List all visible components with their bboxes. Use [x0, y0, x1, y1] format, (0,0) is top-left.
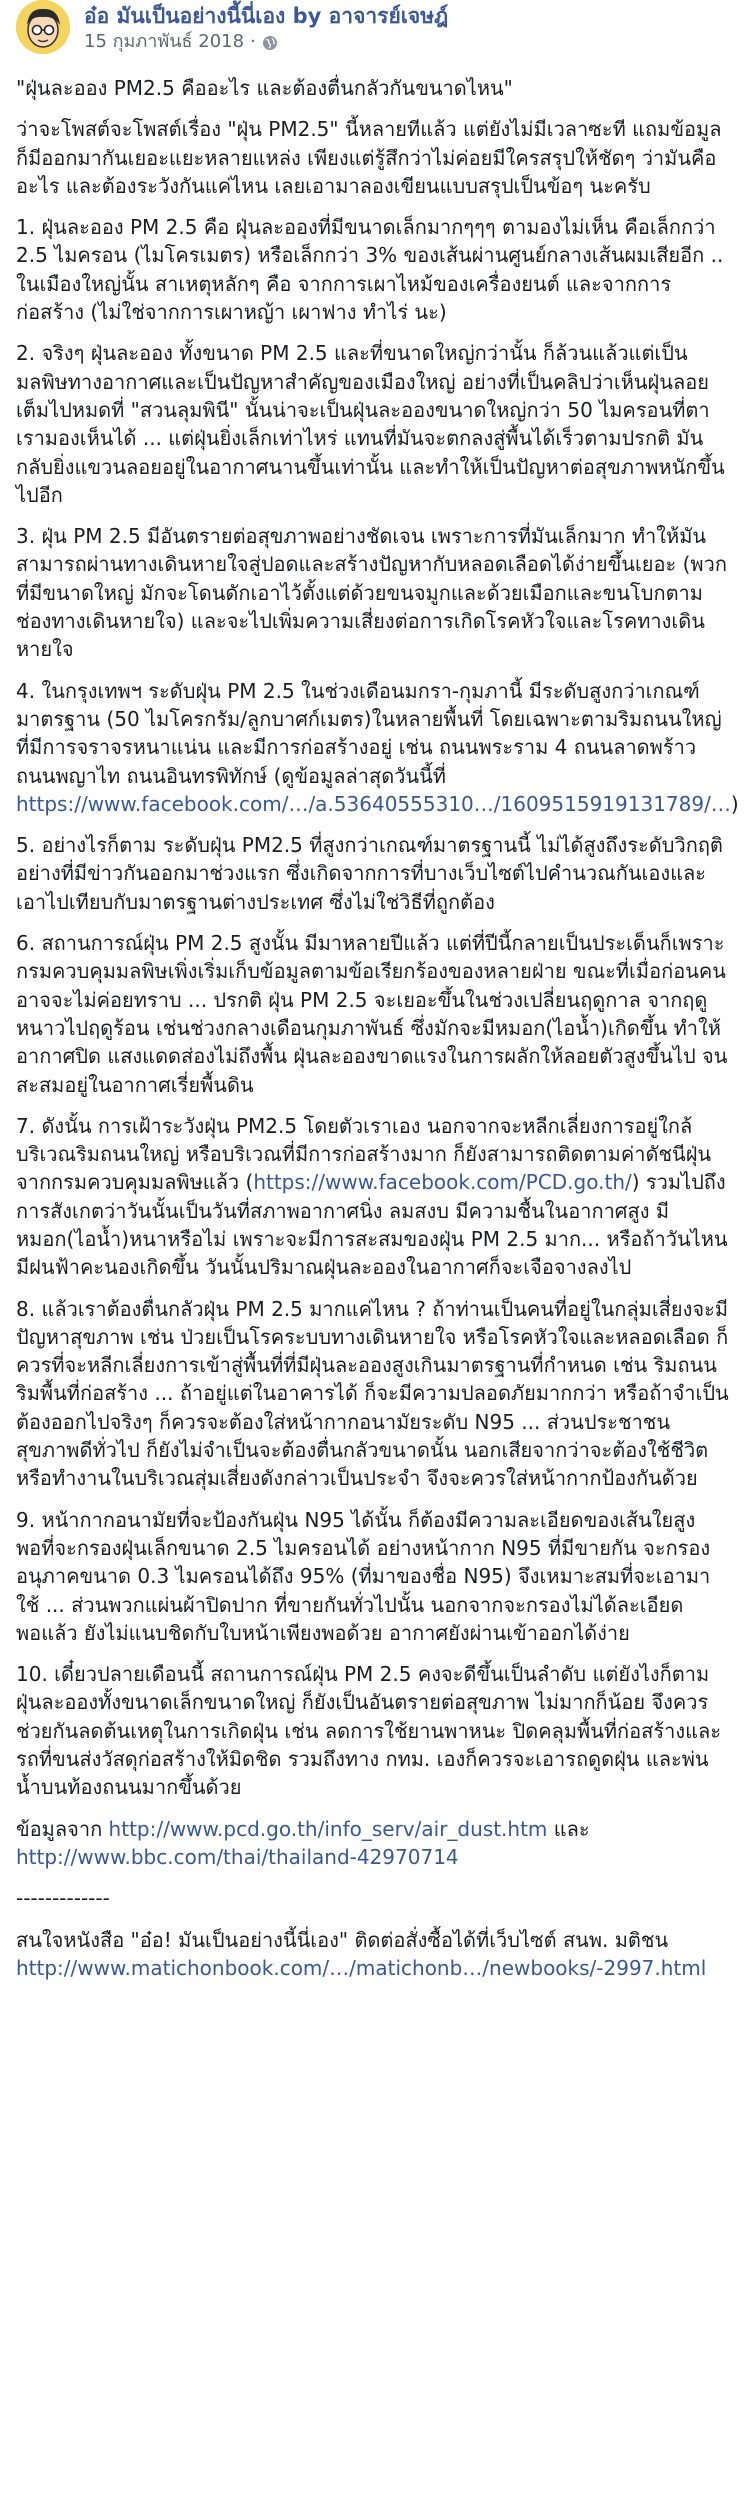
post-title: "ฝุ่นละออง PM2.5 คืออะไร และต้องตื่นกลัวกันขนาดไหน" — [16, 76, 513, 100]
avatar-cartoon-icon — [16, 0, 70, 54]
pcd-facebook-link[interactable]: https://www.facebook.com/PCD.go.th/ — [253, 1170, 632, 1195]
sources — [16, 1815, 732, 1872]
pcd-source-link[interactable]: http://www.pcd.go.th/info_serv/air_dust.htm — [108, 1816, 548, 1841]
author-name[interactable]: อ๋อ มันเป็นอย่างนี้นี่เอง by อาจารย์เจษฎ์ — [84, 4, 449, 28]
point-4-text: 4. ในกรุงเทพฯ ระดับฝุ่น PM 2.5 ในช่วงเดือนมกรา-กุมภานี้ มีระดับสูงกว่าเกณฑ์มาตรฐาน (50 ไมโครกรัม/ลูกบาศก์เมตร)ในหลายพื้นที่ โดยเฉพาะตามริมถนนใหญ่ที่มีการจราจรหนาแน่น และมีการก่อสร้างอยู่ เช่น ถนนพระราม 4 ถนนลาดพร้าว ถนนพญาไท ถนนอินทรพิทักษ์ (ดูข้อมูลล่าสุดวันนี้ที่ — [16, 678, 722, 788]
book-promo-text: สนใจหนังสือ "อ๋อ! มันเป็นอย่างนี้นี่เอง" ติดต่อสั่งซื้อได้ที่เว็บไซต์ สนพ. มติชน — [16, 1927, 669, 1952]
point-4-link[interactable]: https://www.facebook.com/…/a.53640555310…/1609515919131789/… — [16, 791, 731, 816]
post-meta — [84, 0, 448, 54]
point-9: 9. หน้ากากอนามัยที่จะป้องกันฝุ่น N95 ได้นั้น ก็ต้องมีความละเอียดของเส้นใยสูงพอที่จะกรองฝุ่นเล็กขนาด 2.5 ไมครอนได้ อย่างหน้ากาก N95 ที่มีขายกัน จะกรองอนุภาคขนาด 0.3 ไมครอนได้ถึง 95% (ที่มาของชื่อ N95) จึงเหมาะสมที่จะเอามาใช้ ... ส่วนพวกแผ่นผ้าปิดปาก ที่ขายกันทั่วไปนั้น นอกจากจะกรองไม่ได้ละเอียดพอแล้ว ยังไม่แนบชิดกับใบหน้าเพียงพอด้วย อากาศยังผ่านเข้าออกได้ง่าย — [16, 1507, 711, 1645]
point-7 — [16, 1112, 732, 1282]
point-1: 1. ฝุ่นละออง PM 2.5 คือ ฝุ่นละอองที่มีขนาดเล็กมากๆๆๆ ตามองไม่เห็น คือเล็กกว่า 2.5 ไมครอน (ไมโครเมตร) หรือเล็กกว่า 3% ของเส้นผ่านศูนย์กลางเส้นผมเสียอีก .. ในเมืองใหญ่นั้น สาเหตุหลักๆ คือ จากการเผาไหม้ของเครื่องยนต์ และจากการก่อสร้าง (ไม่ใช่จากการเผาหญ้า เผาฟาง ทำไร่ นะ) — [16, 215, 724, 325]
globe-icon — [262, 34, 278, 50]
point-7-end: ) รวมไปถึงการสังเกตว่าวันนั้นเป็นวันที่สภาพอากาศนิ่ง ลมสงบ มีความชื้นในอากาศสูง มีหมอก(ไอน้ำ)หนาหรือไม่ เพราะจะมีการสะสมของฝุ่น PM 2.5 มาก... หรือถ้าวันไหนมีฝนฟ้าคะนองเกิดขึ้น วันนั้นปริมาณฝุ่นละอองในอากาศก็จะเจือจางลงไป — [16, 1170, 728, 1280]
point-6: 6. สถานการณ์ฝุ่น PM 2.5 สูงนั้น มีมาหลายปีแล้ว แต่ที่ปีนี้กลายเป็นประเด็นก็เพราะกรมควบคุมมลพิษเพิ่งเริ่มเก็บข้อมูลตามข้อเรียกร้องของหลายฝ่าย ขณะที่เมื่อก่อนคนอาจจะไม่ค่อยทราบ ... ปรกติ ฝุ่น PM 2.5 จะเยอะขึ้นในช่วงเปลี่ยนฤดูกาล จากฤดูหนาวไปฤดูร้อน เช่นช่วงกลางเดือนกุมภาพันธ์ ซึ่งมักจะมีหมอก(ไอน้ำ)เกิดขึ้น ทำให้อากาศปิด แสงแดดส่องไม่ถึงพื้น ฝุ่นละอองขาดแรงในการผลักให้ลอยตัวสูงขึ้นไป จนสะสมอยู่ในอากาศเรี่ยพื้นดิน — [16, 931, 728, 1097]
bbc-source-link[interactable]: http://www.bbc.com/thai/thailand-42970714 — [16, 1844, 459, 1869]
point-5: 5. อย่างไรก็ตาม ระดับฝุ่น PM2.5 ที่สูงกว่าเกณฑ์มาตรฐานนี้ ไม่ได้สูงถึงระดับวิกฤติ อย่างที่มีข่าวกันออกมาช่วงแรก ซึ่งเกิดจากการที่บางเว็บไซต์ไปคำนวณกันเองและเอาไปเทียบกับมาตรฐานต่างประเทศ ซึ่งไม่ใช่วิธีที่ถูกต้อง — [16, 833, 723, 914]
book-promo — [16, 1926, 732, 1983]
source-and: และ — [547, 1816, 590, 1841]
post-header — [16, 0, 732, 74]
source-label: ข้อมูลจาก — [16, 1816, 109, 1841]
post-body — [16, 74, 739, 1982]
point-10: 10. เดี๋ยวปลายเดือนนี้ สถานการณ์ฝุ่น PM 2.5 คงจะดีขึ้นเป็นลำดับ แต่ยังไงก็ตาม ฝุ่นละอองทั้งขนาดเล็กขนาดใหญ่ ก็ยังเป็นอันตรายต่อสุขภาพ ไม่มากก็น้อย จึงควรช่วยกันลดต้นเหตุในการเกิดฝุ่น เช่น ลดการใช้ยานพาหนะ ปิดคลุมพื้นที่ก่อสร้างและรถที่ขนส่งวัสดุก่อสร้างให้มิดชิด รวมถึงทาง กทม. เองก็ควรจะเอารถดูดฝุ่น และพ่นน้ำบนท้องถนนมากขึ้นด้วย — [16, 1662, 722, 1800]
point-4-end: ) — [730, 791, 739, 816]
point-3: 3. ฝุ่น PM 2.5 มีอันตรายต่อสุขภาพอย่างชัดเจน เพราะการที่มันเล็กมาก ทำให้มันสามารถผ่านทางเดินหายใจสู่ปอดและสร้างปัญหากับหลอดเลือดได้ง่ายขึ้นเยอะ (พวกที่มีขนาดใหญ่ มักจะโดนดักเอาไว้ตั้งแต่ด้วยขนจมูกและด้วยเมือกและขนโบกตามช่องทางเดินหายใจ) และจะไปเพิ่มความเสี่ยงต่อการเกิดโรคหัวใจและโรคทางเดินหายใจ — [16, 524, 727, 662]
avatar[interactable] — [16, 0, 70, 54]
point-4 — [16, 677, 739, 818]
separator-line: ------------- — [16, 1886, 110, 1911]
post-date[interactable]: 15 กุมภาพันธ์ 2018 — [84, 31, 245, 52]
point-8: 8. แล้วเราต้องตื่นกลัวฝุ่น PM 2.5 มากแค่ไหน ? ถ้าท่านเป็นคนที่อยู่ในกลุ่มเสี่ยงจะมีปัญหาสุขภาพ เช่น ป่วยเป็นโรคระบบทางเดินหายใจ หรือโรคหัวใจและหลอดเลือด ก็ควรที่จะหลีกเลี่ยงการเข้าสู่พื้นที่ที่มีฝุ่นละอองสูงเกินมาตรฐานที่กำหนด เช่น ริมถนน ริมพื้นที่ก่อสร้าง ... ถ้าอยู่แต่ในอาคารได้ ก็จะมีความปลอดภัยมากกว่า หรือถ้าจำเป็นต้องออกไปจริงๆ ก็ควรจะต้องใส่หน้ากากอนามัยระดับ N95 ... ส่วนประชาชนสุขภาพดีทั่วไป ก็ยังไม่จำเป็นจะต้องตื่นกลัวขนาดนั้น นอกเสียจากว่าจะต้องใช้ชีวิตหรือทำงานในบริเวณสุ่มเสี่ยงดังกล่าวเป็นประจำ จึงจะควรใส่หน้ากากป้องกันด้วย — [16, 1296, 729, 1491]
post-intro: ว่าจะโพสต์จะโพสต์เรื่อง "ฝุ่น PM2.5" นี้หลายทีแล้ว แต่ยังไม่มีเวลาซะที แถมข้อมูลก็มีออกมากันเยอะแยะหลายแหล่ง เพียงแต่รู้สึกว่าไม่ค่อยมีใครสรุปให้ชัดๆ ว่ามันคืออะไร และต้องระวังกันแค่ไหน เลยเอามาลองเขียนแบบสรุปเป็นข้อๆ นะครับ — [16, 117, 722, 198]
matichon-book-link[interactable]: http://www.matichonbook.com/…/matichonb…/newbooks/-2997.html — [16, 1955, 707, 1980]
point-2: 2. จริงๆ ฝุ่นละออง ทั้งขนาด PM 2.5 และที่ขนาดใหญ่กว่านั้น ก็ล้วนแล้วแต่เป็นมลพิษทางอากาศและเป็นปัญหาสำคัญของเมืองใหญ่ อย่างที่เป็นคลิปว่าเห็นฝุ่นลอยเต็มไปหมดที่ "สวนลุมพินี" นั้นน่าจะเป็นฝุ่นละอองขนาดใหญ่กว่า 50 ไมครอนที่ตาเรามองเห็นได้ ... แต่ฝุ่นยิ่งเล็กเท่าไหร่ แทนที่มันจะตกลงสู่พื้นได้เร็วตามปรกติ มันกลับยิ่งแขวนลอยอยู่ในอากาศนานขึ้นเท่านั้น และทำให้เป็นปัญหาต่อสุขภาพหนักขึ้นไปอีก — [16, 341, 725, 507]
separator-dot: · — [250, 31, 256, 52]
point-7-text: 7. ดังนั้น การเฝ้าระวังฝุ่น PM2.5 โดยตัวเราเอง นอกจากจะหลีกเลี่ยงการอยู่ใกล้บริเวณริมถนนใหญ่ หรือบริเวณที่มีการก่อสร้างมาก ก็ยังสามารถติดตามค่าดัชนีฝุ่นจากกรมควบคุมมลพิษแล้ว ( — [16, 1113, 712, 1195]
post-subline — [84, 30, 448, 54]
